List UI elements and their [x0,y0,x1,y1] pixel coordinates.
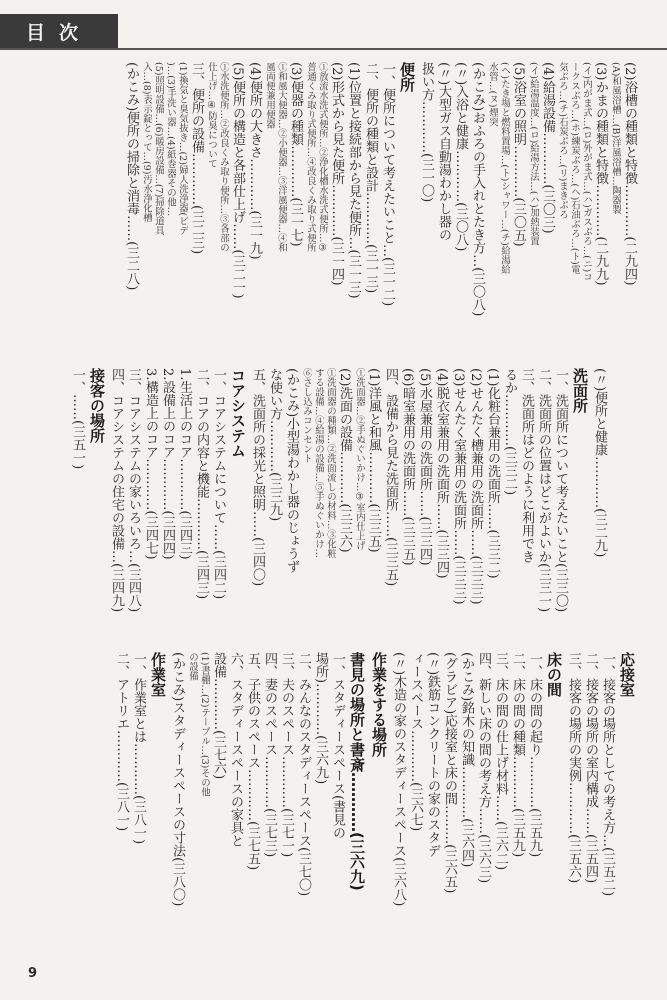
toc-entry: 四、妻のスペース…………(三七三) [262,652,277,858]
toc-subitems: (イ)給湯温度…(ロ)給湯方法…(ハ)加熱装置 [528,62,539,246]
toc-subitems: ①放流水洗式便所…②浄化槽水洗式便所…③ [317,62,328,254]
toc-entry: (かこみ)小型湯わかし器のじょうず [284,368,299,574]
toc-block-lower [75,652,638,952]
toc-subitems: ①洗面器の種類…②洗面流しの材料…③化粧 [325,368,336,558]
toc-entry: 一、床の間の起り…………(三五九) [527,652,542,858]
toc-entry: (〃)便所と健康…………(三二九) [592,368,607,558]
toc-entry: 三、コアシステムの家いろいろ…(三四八) [126,368,141,613]
toc-block-middle [40,368,608,616]
toc-subitems: ①和風大便器…②小便器…③洋風便器…④和 [276,62,287,252]
toc-entry: (5)水屋兼用の洗面所……(三三四) [417,368,432,566]
toc-entry: (3)便器の種類…………(三一七) [288,62,303,247]
toc-entry: 二、接客の場所の室内構成……(三五四) [583,652,598,884]
toc-block-upper [38,62,638,354]
toc-section-heading: 書見の場所と書斎…………(三六九) [348,652,366,891]
toc-entry: 一、スタディースペース(書見の [330,652,345,840]
toc-entry: 三、床の間の仕上げ材料……(三六二) [493,652,508,871]
page-title: 目次 [26,22,93,44]
toc-section-heading: 接客の場所 [88,368,106,443]
toc-entry: 二、コアの内容と機能…………(三四三) [194,368,209,600]
toc-entry: (2)洗面の設備…………(三三六) [337,368,352,553]
toc-entry: (かこみ)便所の掃除と消毒……(三二八) [124,62,139,291]
toc-subitems: ークスぶろ…(ホ)練炭ぶろ…(ヘ)石油ぶろ…(ト)電 [569,62,580,275]
toc-entry: 場所)…………(三六九) [313,652,328,785]
toc-entry: (4)脱衣室兼用の洗面所……(三三四) [434,368,449,579]
toc-entry: 二、みんなのスタディースペース(三七〇) [296,652,311,897]
toc-subitems: ①水洗便所…②改良くみ取り便所…③各部の [218,62,229,252]
toc-entry: 三、洗面所はどのように利用でき [519,368,534,563]
toc-subitems: 水管…(ヌ)煙突 [487,62,498,127]
header-rule [0,48,667,50]
toc-entry: 1.生活上のコア…………(三四三) [177,368,192,560]
toc-subitems: する設備…④給湯の設備…⑤手ぬぐいかけ… [313,368,324,558]
toc-entry: 3.構造上のコア…………(三四七) [143,368,158,560]
toc-entry: 一、作業室とは…………(三八一) [131,652,146,845]
toc-subitems: 仕上げ…④防臭について [206,62,217,168]
toc-entry: 一、コアシステムについて……(三四二) [211,368,226,600]
toc-entry: 五、子供のスペース…………(三七五) [245,652,260,871]
toc-section-heading: 洗面所 [571,368,589,413]
toc-entry: 四、新しい床の間の考え方……(三六三) [476,652,491,884]
toc-section-heading: 床の間 [545,652,563,697]
toc-subitems: (5)照明設備…(6)暖房設備…(7)掃除道具 [153,62,164,236]
toc-entry: (〃)大型ガス自動湯わかし器の [436,62,451,242]
toc-entry: (1)位置と接続部から見た便所…(三一三) [346,62,361,299]
toc-subitems: の設備 [187,652,198,681]
toc-entry: (5)浴室の照明…………(三〇五) [511,62,526,247]
toc-entry: 設備…………(三七六) [211,652,226,780]
toc-entry: 三、夫のスペース…………(三七一) [279,652,294,858]
toc-entry: 三、接客の場所の実例…………(三五六) [566,652,581,884]
toc-entry: 一、接客の場所としての考え方…(三五二) [600,652,615,897]
toc-subitems: (A)和風浴槽…(B)洋風浴槽…陶器製 [610,62,621,215]
toc-entry: 四、コアシステムの住宅の設備…(三四九) [109,368,124,613]
toc-entry: 三、便所の設備…………(三二三) [189,62,204,255]
toc-entry: (3)せんたく室兼用の洗面所……(三三三) [451,368,466,605]
toc-subitems: (ヘ)たき場と燃料置場…(ト)シャワー…(チ)給湯給 [499,62,510,275]
toc-entry: (〃)鉄筋コンクリートの家のスタデ [425,652,440,858]
toc-entry: (1)洋風と和風…………(三三五) [366,368,381,553]
toc-subitems: (1)換気と臭気抜き…(2)婦人洗浄器(ビデ [177,62,188,236]
toc-entry: 二、床の間の種類…………(三五九) [510,652,525,858]
toc-subitems: 気ぶろ…(チ)石炭ぶろ…(リ)まきぶろ [557,62,568,220]
toc-entry: 扱い方…………(三一〇) [419,62,434,203]
toc-entry: 2.設備上のコア…………(三四四) [160,368,175,560]
toc-subitems: 入…(8)表示錠とって…(9)汚水浄化槽 [141,62,152,222]
toc-entry: (2)形式から見た便所…………(三一四) [329,62,344,286]
toc-entry: (2)せんたく槽兼用の洗面所……(三三三) [468,368,483,605]
toc-subitems: 普通くみ取り式便所…④改良くみ取り式便所 [305,62,316,252]
toc-entry: ィースペース…………(三六七) [408,652,423,832]
toc-entry: (2)浴槽の種類と特徴…………(二九四) [622,62,637,286]
toc-subitems: )…(3)手洗い器…(4)紙巻器その他… [165,62,176,217]
toc-entry: 六、スタディースペースの家具と [228,652,243,847]
toc-subitems: (1)書棚…(2)テーブル…(3)その他 [199,652,210,797]
toc-section-heading: コアシステム [229,368,247,458]
toc-entry: (〃)木造の家のスタディースペース(三六八) [391,652,406,907]
toc-entry: (かこみ)おふろの手入れとたき方…(三〇八) [470,62,485,317]
toc-entry: 一、便所について考えたいこと…(三一二) [380,62,395,307]
toc-entry: (グラビア)応接室と床の間………(三六五) [442,652,457,894]
toc-entry: 五、洗面所の採光と照明……(三四〇) [250,368,265,587]
toc-entry: 四、設備から見た洗面所……(三三五) [383,368,398,587]
toc-entry: な使い方…………(三三九) [267,368,282,522]
toc-section-heading: 便所 [398,62,416,92]
toc-entry: 二、便所の種類と設計…………(三一三) [363,62,378,294]
toc-entry: (〃)入浴と健康…………(三〇八) [453,62,468,252]
toc-entry: (1)化粧台兼用の洗面所……(三三二) [485,368,500,579]
toc-entry: (3)かまの種類と特徴…………(二九九) [593,62,608,286]
toc-section-heading: 応接室 [618,652,636,697]
page-number: 9 [28,966,38,981]
toc-section-heading: 作業をする場所 [370,652,388,757]
toc-section-heading: 作業室 [149,652,167,697]
toc-entry: 一、……(三五一) [70,368,85,470]
toc-subitems: 風両便兼用便器 [264,62,275,129]
toc-subitems: (イ)内がま式…(ロ)外がま式…(ハ)ガスぶろ…(ニ)コ [581,62,592,282]
toc-entry: るか…………(三三二) [502,368,517,496]
toc-entry: 二、洗面所の位置はどこがよいか(三三一) [536,368,551,613]
toc-entry: (4)便所の大きさ…………(三一九) [247,62,262,260]
toc-subitems: ①洗面器…②手ぬぐいかけ…③室内仕上げ [354,368,365,550]
toc-entry: 一、洗面所について考えたいこと(三三〇) [553,368,568,613]
toc-entry: (5)便所の構造と各部仕上げ……(三二一) [230,62,245,299]
toc-entry: (かこみ)スタディースペースの寸法(三八〇) [170,652,185,907]
toc-entry: 二、アトリエ…………(三八一) [114,652,129,832]
toc-entry: (かこみ)銘木の知識…………(三六四) [459,652,474,868]
toc-subitems: ⑥さし込みコンセント [301,368,312,463]
toc-entry: (6)暗室兼用の洗面所……(三三五) [400,368,415,566]
toc-entry: (4)給湯設備…………(三〇三) [540,62,555,234]
